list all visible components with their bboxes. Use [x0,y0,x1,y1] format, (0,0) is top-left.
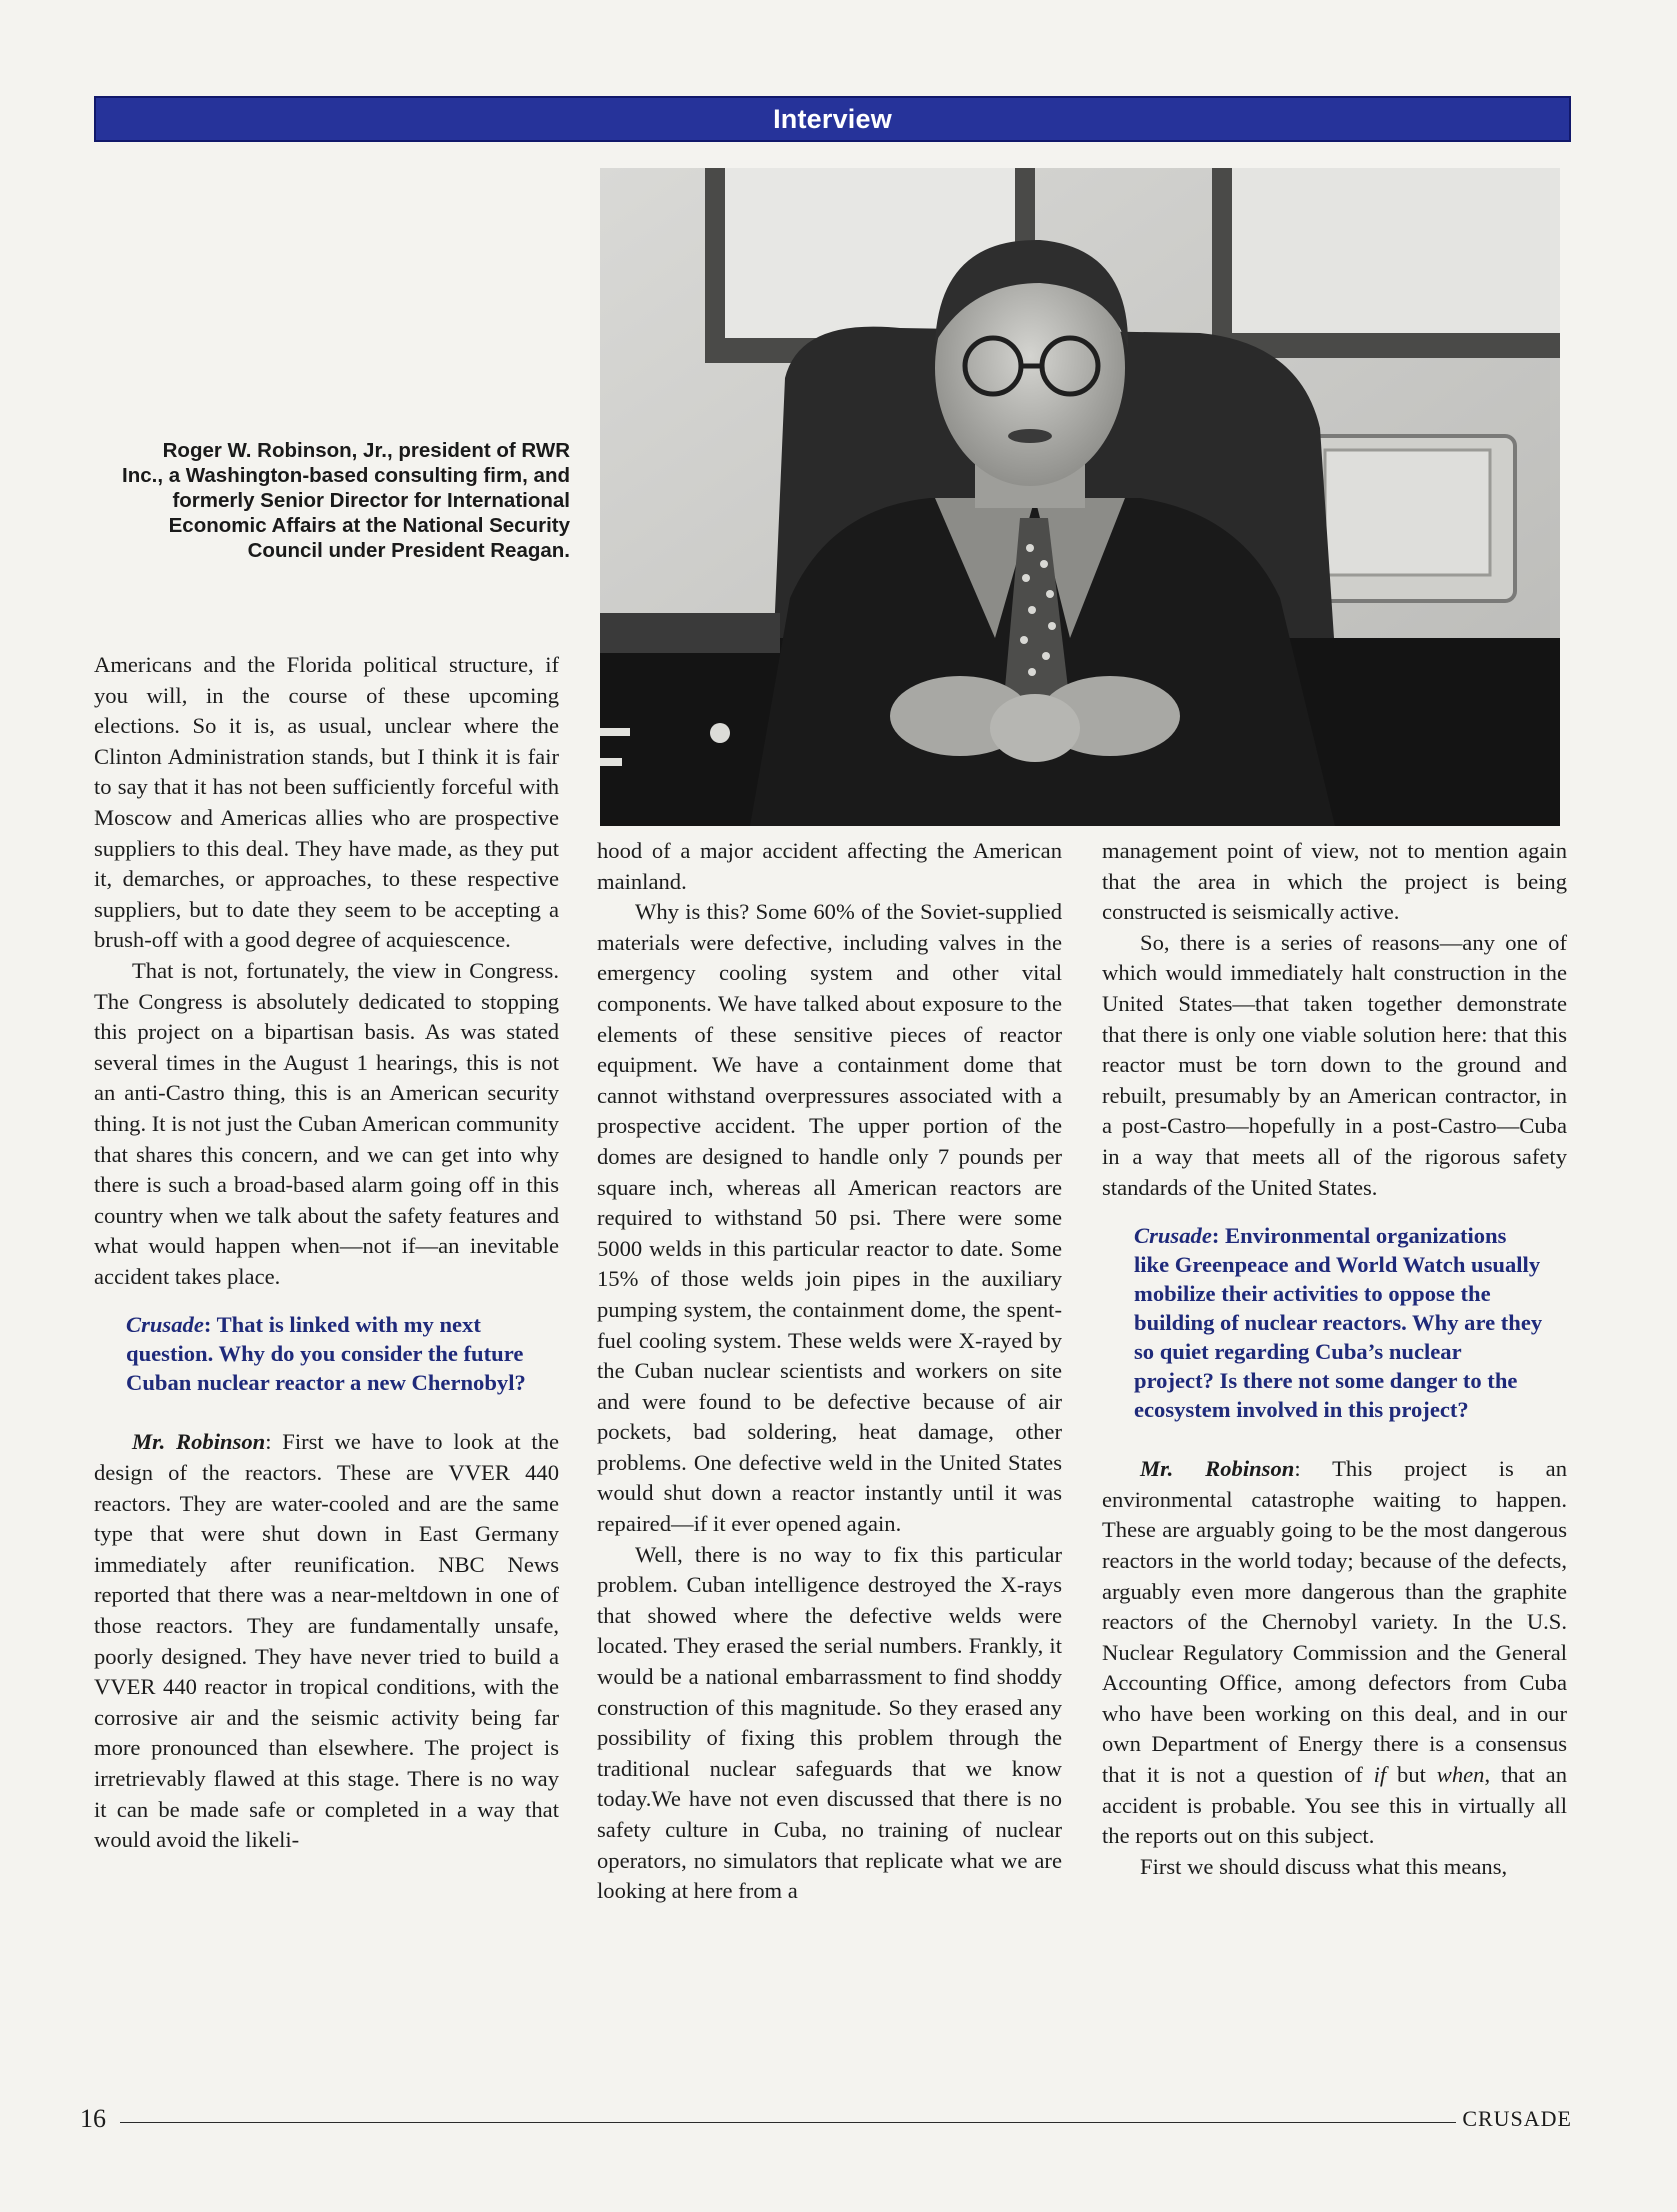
question [94,1310,559,1397]
page-footer [80,2104,1572,2144]
question-speaker: Crusade [1134,1223,1212,1249]
answer [1102,1454,1567,1852]
answer-speaker: Mr. Robinson [1140,1456,1295,1482]
answer-speaker: Mr. Robinson [132,1429,266,1455]
answer-text: : First we have to look at the design of the reactors. These are VVER 440 reactors. They are water-cooled and are the same type that were shut down in East Germany immediately after reunification. NBC News reported that there was a near-meltdown in one of those reactors. They are fundamentally unsafe, poorly designed. They have never tried to build a VVER 440 reactor in tropical conditions, with the corrosive air and the seismic activity being far more pronounced than elsewhere. The project is irretrievably flawed at this stage. There is no way it can be made safe or completed in a way that would avoid the likeli- [94,1429,559,1853]
paragraph: So, there is a series of reasons—any one of which would immediately halt construction in the United States—that taken together demonstrate that there is only one viable solution here: that this reactor must be torn down to the ground and rebuilt, presumably by an American contractor, in a post-Castro—hopefully in a post-Castro—Cuba in a way that meets all of the rigorous safety standards of the United States. [1102,929,1567,1200]
column-3 [1102,836,1567,1882]
paragraph: Well, there is no way to fix this particular problem. Cuban intelligence destroyed the X-rays that showed where the defective welds were located. They erased the serial numbers. Frankly, it would be a national embarrassment to find shoddy construction of this magnitude. So they erased any possibility of fixing this problem through the traditional nuclear safeguards that we know today.We have not even discussed that there is no safety culture in Cuba, no training of nuclear operators, no simulators that replicate what we are looking at here from a [597,1541,1062,1904]
paragraph: hood of a major accident affecting the American mainland. [597,838,1062,894]
question-speaker: Crusade [126,1312,204,1338]
answer-emphasis: when [1436,1762,1485,1788]
portrait-photo [600,168,1560,826]
answer-text: , that an accident is probable. You see this in virtually all the reports out on this subject. [1102,1762,1567,1849]
column-1 [94,650,559,1856]
question-text: : Environmental organizations like Greenpeace and World Watch usually mobilize their activities to oppose the building of nuclear reactors. Why are they so quiet regarding Cuba’s nuclear project? Is there not some danger to the ecosystem involved in this project? [1134,1223,1543,1423]
footer-rule [120,2122,1456,2123]
column-2 [597,836,1062,1907]
answer-emphasis: if [1373,1762,1387,1788]
question [1102,1221,1567,1424]
paragraph: First we should discuss what this means, [1140,1853,1508,1879]
paragraph: management point of view, not to mention again that the area in which the project is being constructed is seismically active. [1102,838,1567,925]
paragraph: That is not, fortunately, the view in Congress. The Congress is absolutely dedicated to stopping this project on a bipartisan basis. As was stated several times in the August 1 hearings, this is not an anti-Castro thing, this is an American security thing. It is not just the Cuban American community that shares this concern, and we can get into why there is such a broad-based alarm going off in this country when we talk about the safety features and what would happen when—not if—an inevitable accident takes place. [94,957,560,1289]
photo-icon [600,168,1560,826]
answer-text: but [1386,1762,1437,1788]
answer [94,1427,559,1855]
photo-caption: Roger W. Robinson, Jr., president of RWR Inc., a Washington-based consulting firm, and formerly Senior Director for International Economic Affairs at the National Security Council under President Reagan. [122,439,570,562]
question-text: : That is linked with my next question. Why do you consider the future Cuban nuclear reactor a new Chernobyl? [126,1312,526,1396]
paragraph: Americans and the Florida political structure, if you will, in the course of these upcoming elections. So it is, as usual, unclear where the Clinton Administration stands, but I think it is fair to say that it has not been sufficiently forceful with Moscow and Americas allies who are prospective suppliers to this deal. They have made, as they put it, demarches, or approaches, to these respective suppliers, but to date they seem to be accepting a brush-off with a good degree of acquiescence. [94,652,559,953]
section-banner [94,96,1571,142]
page-number: 16 [80,2104,106,2133]
answer-text: : This project is an environmental catastrophe waiting to happen. These are arguably going to be the most dangerous reactors in the world today; because of the defects, arguably even more dangerous than the graphite reactors of the Chernobyl variety. In the U.S. Nuclear Regulatory Commission and the General Accounting Office, among defectors from Cuba who have been working on this deal, and in our own Department of Energy there is a consensus that it is not a question of [1102,1456,1567,1788]
section-title: Interview [773,103,892,134]
paragraph: Why is this? Some 60% of the Soviet-supplied materials were defective, including valves in the emergency cooling system and other vital components. We have talked about exposure to the elements of these sensitive pieces of reactor equipment. We have a containment dome that cannot withstand overpressures associated with a prospective accident. The upper portion of the domes are designed to handle only 7 pounds per square inch, whereas all American reactors are required to withstand 50 psi. There were some 5000 welds in this particular reactor to date. Some 15% of those welds join pipes in the auxiliary pumping system, the containment dome, the spent-fuel cooling system. These welds were X-rayed by the Cuban nuclear scientists and workers on site and were found to be defective because of air pockets, bad soldering, heat damage, other problems. One defective weld in the United States would shut down a reactor instantly until it was repaired—if it ever opened again. [597,899,1062,1537]
magazine-name: CRUSADE [1462,2106,1572,2131]
